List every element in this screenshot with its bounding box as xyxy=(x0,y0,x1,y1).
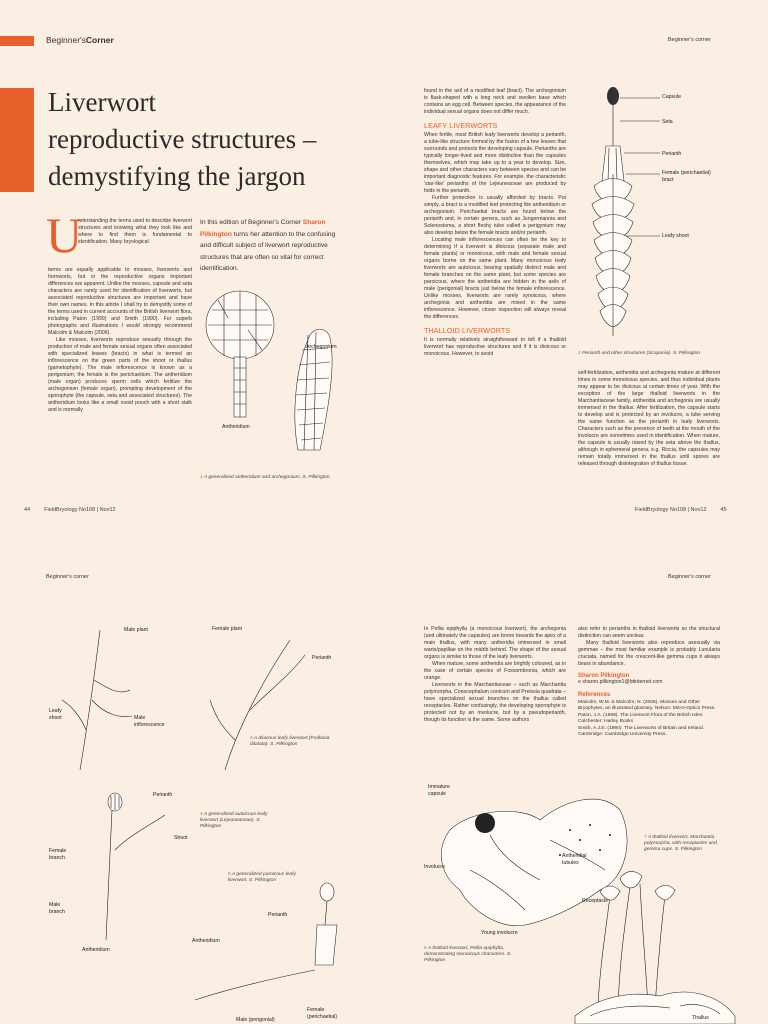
column3 xyxy=(424,88,566,358)
fig1-label-antheridium: Antheridium xyxy=(222,424,250,430)
fig3-caption-text: A dioicous leafy liverwort (Frullania dilatata). S. Pilkington xyxy=(250,736,330,748)
figure3-illustration xyxy=(50,620,350,780)
header-beginners: Beginner's xyxy=(46,35,86,45)
reference-3: Smith, A.J.E. (1990). The Liverworts of Britain and Ireland. Cambridge: Cambridge University Press. xyxy=(578,725,705,738)
bottom-column3 xyxy=(424,626,566,724)
author-name: Sharon Pilkington xyxy=(578,673,630,679)
fig3-label-leafy-shoot: Leafy shoot xyxy=(49,708,62,721)
footer-right-page: 45 xyxy=(720,507,727,513)
fig2-caption xyxy=(578,351,718,357)
column4-text: self-fertilization, antheridia and archegonia mature at different times in some monoicous species, and thus individual plants may appear to be dioicous at certain times of year. With the exception of the large thalloid liverworts in the Marchantiaceae family, antheridia and archegonia are usually immersed in the thallus. After fertilization, the capsule starts to develop and is protected by an involucre, a tube serving the same function as the perianth in leafy liverworts. Characters such as the presence of teeth at the mouth of the involucre are sometimes used in identification. When mature, the capsule is usually raised by the seta above the thallus, although in ephemeral genera, e.g. Riccia, the capsules may remain totally immersed in the thallus until spores are released through disintegration of thallus tissue. xyxy=(578,370,720,467)
figure1-illustration xyxy=(198,290,348,465)
bottom-col4-p1: also refer to perianths in thalloid liverworts so the structural distinction can seem unclear. xyxy=(578,626,720,639)
bottom-col3-p2: When mature, some antheridia are brightly coloured, as in the case of certain species of Fossombronia, which are orange. xyxy=(424,661,566,681)
orange-tab-small xyxy=(0,36,34,46)
leafy-p3: Locating male inflorescences can often be the key to determining if a liverwort is dioicous (separate male and female plants) or monoicous, with male and female sexual organs borne on the same plant. Many monoicous leafy liverworts are autoicous, bearing spatially distinct male and female branches on the same plant, but some species are paroicous, where the antheridia are hidden in the axils of male (perigonial) bracts just below the female inflorescence. Unlike mosses, liverworts are rarely synoicous, where archegonia and antheridia are mixed in the same inflorescence. However, closer inspection will always reveal the differences. xyxy=(424,237,566,320)
references-heading: References xyxy=(578,692,611,698)
fig4-label-male-branch: Male branch xyxy=(49,902,65,915)
leafy-heading: LEAFY LIVERWORTS xyxy=(424,121,498,130)
bottom-header-left: Beginner's corner xyxy=(46,574,89,580)
title-line3: demystifying the jargon xyxy=(48,161,306,191)
fig3-caption xyxy=(250,736,340,748)
fig4-caption-text: A generalized autoicous leafy liverwort (Lejeuneaceae). S. Pilkington xyxy=(200,812,268,830)
fig7-caption xyxy=(644,835,724,854)
figure7-illustration xyxy=(570,866,740,1024)
footer-right xyxy=(635,507,727,513)
standfirst-a: In this edition of Beginner's Corner xyxy=(200,219,303,226)
fig2-label-bract: Female (perichaetial) bract xyxy=(662,170,711,183)
fig2-label-perianth: Perianth xyxy=(662,151,682,157)
bottom-col3-p3: Liverworts in the Marchantiaceae – such as Marchantia polymorpha, Conocephalum conicum and Preissia quadrata – have specialized sexual branches on the thallus called receptacles. Rather confusingly, the developing sporophyte is protected not by an involucre, but by a pseudoperianth, though its function is the same. Some authors xyxy=(424,682,566,723)
fig5-label-perianth: Perianth xyxy=(268,912,288,918)
reference-2: Paton, J.A. (1999). The Liverwort Flora of the British Isles. Colchester: Harley Books xyxy=(578,712,704,725)
fig4-label-antheridium: Antheridium xyxy=(82,947,110,953)
article-title xyxy=(48,84,316,195)
fig5-label-female: Female (perichaetial) xyxy=(307,1007,337,1020)
reference-1: Malcolm, W.M. & Malcolm, N. (2006). Mosses and Other Bryophytes, an illustrated glossary. Nelson: Micro-Optics Press. xyxy=(578,700,716,712)
fig6-label-young: Young involucre xyxy=(481,930,518,936)
fig2-label-capsule: Capsule xyxy=(662,94,682,100)
fig6-caption xyxy=(424,946,524,965)
fig1-caption-num: 1 xyxy=(200,475,203,480)
footer-left-page: 44 xyxy=(24,507,31,513)
author-email: e sharon.pilkington1@btinternet.com xyxy=(578,679,663,685)
fig5-label-antheridium: Antheridium xyxy=(192,938,220,944)
fig3-label-female-plant: Female plant xyxy=(212,626,242,632)
title-line2: reproductive structures – xyxy=(48,124,317,154)
fig4-label-shoot: Shoot xyxy=(174,835,188,841)
standfirst-author: Sharon Pilkington xyxy=(200,219,326,238)
footer-left-journal: FieldBryology No108 | Nov12 xyxy=(44,507,116,513)
header-left xyxy=(46,35,114,45)
fig1-label-archegonium: Archegonium xyxy=(306,344,337,350)
intro-p2: Like mosses, liverworts reproduce sexually through the production of male and female sexual organs often associated with specialized leaves (bracts) in what is termed an inflorescence on the green parts of the shoot or thallus (gametophyte). The male inflorescence is known as a perigonium; the female is the perichaetium. The antheridium (male organ) produces sperm cells which fertilize the archegonium (female organ), prompting development of the sporophyte (the capsule, seta and associated structures). The antheridium looks like a small ovoid pouch with a short stalk and is normally xyxy=(48,337,192,413)
footer-right-journal: FieldBryology No108 | Nov12 xyxy=(635,507,707,513)
thalloid-heading: THALLOID LIVERWORTS xyxy=(424,326,511,335)
fig2-leader-lines xyxy=(620,96,665,241)
fig3-label-male-plant: Male plant xyxy=(124,627,148,633)
fig4-label-female-branch: Female branch xyxy=(49,848,67,861)
leafy-p1: When fertile, most British leafy liverworts develop a perianth, a tube-like structure formed by the fusion of a few leaves that surrounds and protects the developing capsule. Perianths are typically longer-lived and more distinctive than the capsules themselves, which may take up to a year to develop. Size, shape and other characters vary between species and can be important diagnostic features. For example, the characteristic 'star-like' perianths of the Lejeuneaceae are produced by folds in the perianth. xyxy=(424,132,566,194)
footer-left xyxy=(24,507,116,513)
fig7-label-receptacle: Receptacle xyxy=(582,898,608,904)
fig3-male-plant xyxy=(62,630,132,770)
fig6-caption-text: A thalloid liverwort, Pellia epiphylla, demonstrating monoicous characters. S. Pilkington xyxy=(424,946,512,964)
fig5-caption-text: A generalized paroicous leafy liverwort. S. Pilkington xyxy=(228,872,296,884)
fig2-label-seta: Seta xyxy=(662,119,673,125)
bottom-header-right: Beginner's corner xyxy=(668,574,711,580)
bottom-col4-p2: Many thalloid liverworts also reproduce asexually via gemmae – the most familiar example is probably Lunularia cruciata, named for the crescent-like gemma cups it always bears in abundance. xyxy=(578,640,720,667)
leafy-p2: Further protection is usually afforded by bracts. Put simply, a bract is a modified leaf protecting the antheridium or archegonium. Perichaetial bracts are found below the perianth and, in certain genera, such as Jungermannia and Solenostoma, a short fleshy tube called a perigynium may also develop below the female bracts and/or perianth. xyxy=(424,195,566,236)
fig5-label-male: Male (perigonial) xyxy=(236,1017,275,1023)
fig5-caption-num: 5 xyxy=(228,872,231,877)
bottom-col3-p1: In Pellia epiphylla (a monoicous liverwort), the archegonia (and ultimately the capsules) are borne towards the apex of a main thallus, with many antheridia immersed in small warts/papillae on the midrib behind. The shape of the sexual organs is similar to those of the leafy liverworts. xyxy=(424,626,566,660)
fig3-label-male-infl: Male inflorescence xyxy=(134,715,165,728)
figure5-illustration xyxy=(185,880,345,1020)
fig3-female-plant xyxy=(210,640,305,770)
thalloid-p1: It is normally relatively straightforward to tell if a thalloid liverwort has reproductive structures and if it is dioicous or monoicous. However, to avoid xyxy=(424,337,566,357)
bottom-column4 xyxy=(578,626,720,738)
title-line1: Liverwort xyxy=(48,87,156,117)
header-corner: Corner xyxy=(85,35,114,45)
col3-p1: found in the axil of a modified leaf (bract). The archegonium is flask-shaped with a long neck and swollen base which contains an egg cell. Between species, the appearance of the individual sexual organs does not differ much. xyxy=(424,88,566,115)
fig1-caption xyxy=(200,475,340,481)
intro-p1a: nderstanding the terms used to describe liverwort structures and knowing what they look like and where to find them is fundamental to identification. Many bryological xyxy=(78,218,192,245)
figure4-illustration xyxy=(70,790,180,950)
fig4-caption xyxy=(200,812,280,831)
fig6-label-antheridial: Antheridial tubules xyxy=(562,853,587,866)
fig2-caption-text: Perianth and other structures (Scapania). S. Pilkington xyxy=(582,351,701,356)
fig6-label-involucre: Involucre xyxy=(424,864,446,870)
intro-column xyxy=(46,207,192,414)
fig4-caption-num: 4 xyxy=(200,812,203,817)
fig3-label-perianth: Perianth xyxy=(312,655,332,661)
fig7-caption-text: A thalloid liverwort, Marchantia polymorpha, with receptacles and gemma cups. S. Pilkington xyxy=(644,835,717,853)
fig7-label-thallus: Thallus xyxy=(692,1015,709,1021)
fig3-caption-num: 3 xyxy=(250,736,253,741)
fig2-label-shoot: Leafy shoot xyxy=(662,233,689,239)
orange-tab-large xyxy=(0,88,34,192)
fig6-label-immature: Immature capsule xyxy=(428,784,450,797)
fig6-caption-num: 6 xyxy=(424,946,427,951)
dropcap: U xyxy=(46,207,83,263)
standfirst xyxy=(200,217,342,275)
fig7-caption-num: 7 xyxy=(644,835,647,840)
standfirst-b: turns her attention to the confusing and difficult subject of liverwort reproductive structures that are often so vital for correct identification. xyxy=(200,230,336,272)
fig4-label-perianth: Perianth xyxy=(153,792,173,798)
fig2-caption-num: 2 xyxy=(578,351,581,356)
intro-p1b: terms are equally applicable to mosses, liverworts and hornworts, but in the reproductive organs important differences are apparent. Unlike the mosses, capsule and seta characters are rarely used for identification of liverworts, but associated reproductive structures are important and have their own names. In this article I shall try to demystify some of the terms used in current accounts of the British liverwort flora, including Paton (1999) and Smith (1990). For superb photographs and illustrations I would strongly recommend Malcolm & Malcolm (2006). xyxy=(48,267,192,336)
header-right: Beginner's corner xyxy=(668,37,711,43)
fig1-caption-text: A generalized antheridium and archegonium. S. Pilkington xyxy=(203,475,330,480)
